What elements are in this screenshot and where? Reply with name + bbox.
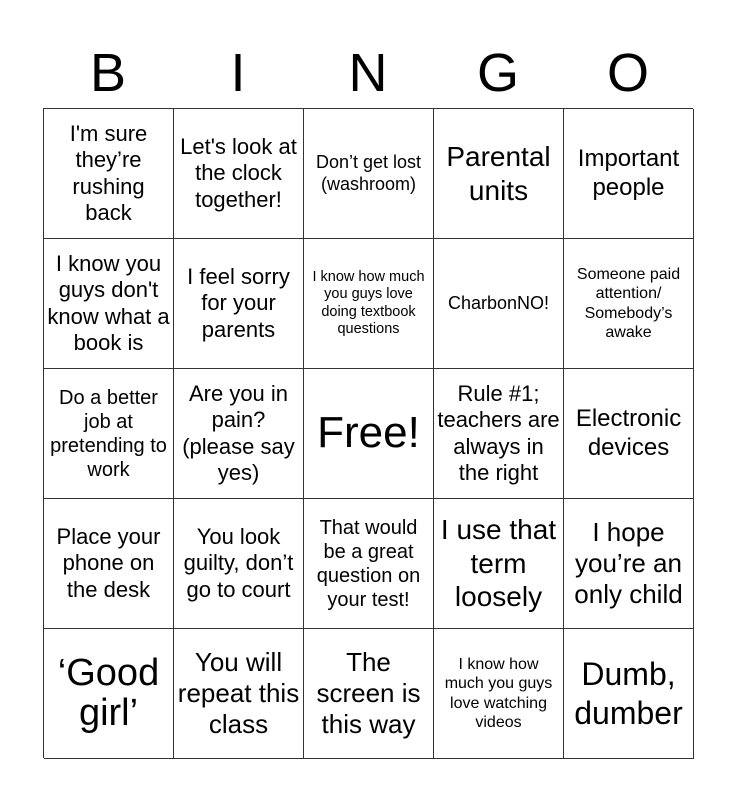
bingo-cell[interactable]: I hope you’re an only child xyxy=(564,499,694,629)
bingo-cell[interactable]: I'm sure they’re rushing back xyxy=(44,109,174,239)
bingo-cell[interactable]: Electronic devices xyxy=(564,369,694,499)
header-letter-g: G xyxy=(476,43,519,103)
bingo-cell[interactable]: You look guilty, don’t go to court xyxy=(174,499,304,629)
bingo-cell[interactable]: Rule #1; teachers are always in the right xyxy=(434,369,564,499)
bingo-cell[interactable]: Don’t get lost (washroom) xyxy=(304,109,434,239)
bingo-cell[interactable]: I feel sorry for your parents xyxy=(174,239,304,369)
bingo-cell[interactable]: I use that term loosely xyxy=(434,499,564,629)
bingo-cell[interactable]: You will repeat this class xyxy=(174,629,304,759)
free-cell[interactable]: Free! xyxy=(304,369,434,499)
bingo-cell[interactable]: Are you in pain? (please say yes) xyxy=(174,369,304,499)
bingo-cell[interactable]: Dumb, dumber xyxy=(564,629,694,759)
header-letter-n: N xyxy=(348,43,388,103)
bingo-cell[interactable]: Let's look at the clock together! xyxy=(174,109,304,239)
bingo-cell[interactable]: Place your phone on the desk xyxy=(44,499,174,629)
bingo-cell[interactable]: ‘Good girl’ xyxy=(44,629,174,759)
bingo-cell[interactable]: I know how much you guys love doing textbook questions xyxy=(304,239,434,369)
header-letter-i: I xyxy=(230,43,246,103)
bingo-cell[interactable]: The screen is this way xyxy=(304,629,434,759)
bingo-cell[interactable]: Someone paid attention/ Somebody’s awake xyxy=(564,239,694,369)
bingo-cell[interactable]: Important people xyxy=(564,109,694,239)
header-letter-o: O xyxy=(606,43,649,103)
bingo-cell[interactable]: I know how much you guys love watching videos xyxy=(434,629,564,759)
header-letter-b: B xyxy=(89,43,127,103)
bingo-cell[interactable]: That would be a great question on your test! xyxy=(304,499,434,629)
bingo-cell[interactable]: Parental units xyxy=(434,109,564,239)
bingo-cell[interactable]: Do a better job at pretending to work xyxy=(44,369,174,499)
bingo-cell[interactable]: I know you guys don't know what a book is xyxy=(44,239,174,369)
bingo-header xyxy=(43,38,693,108)
bingo-board xyxy=(43,108,693,758)
bingo-cell[interactable]: CharbonNO! xyxy=(434,239,564,369)
